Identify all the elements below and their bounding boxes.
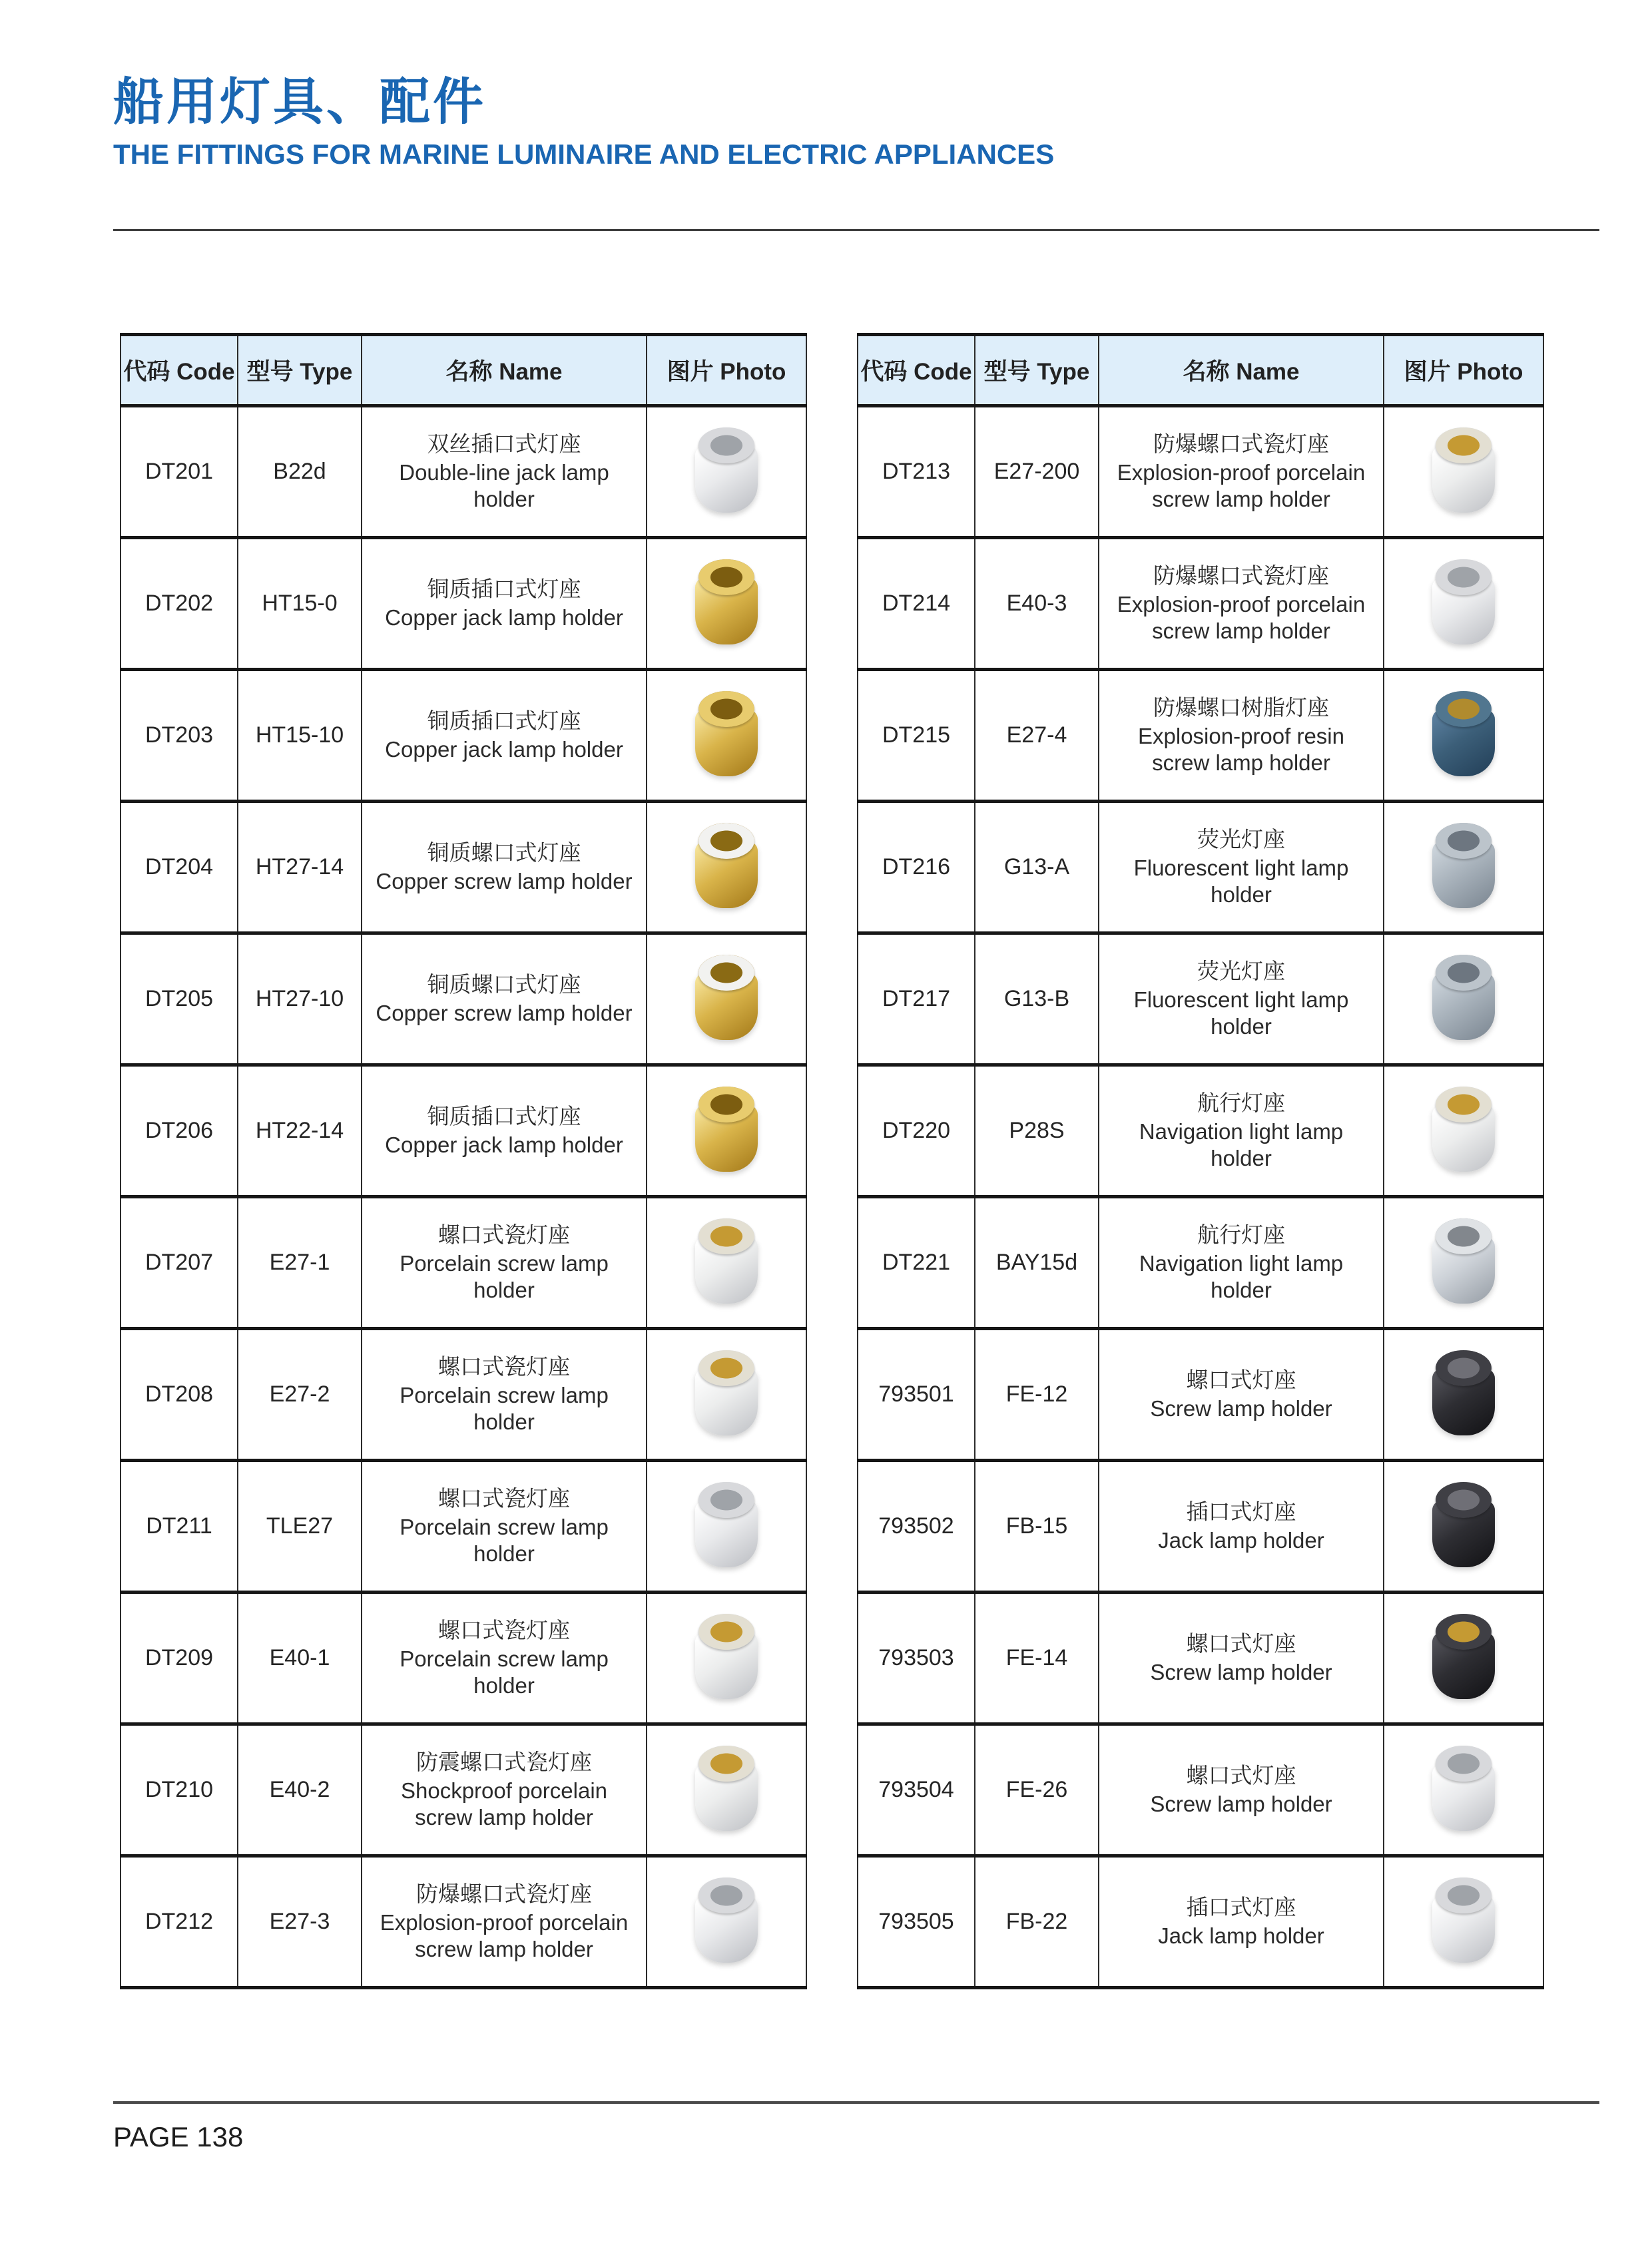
- type-cell: P28S: [975, 1065, 1099, 1197]
- code-cell: DT213: [858, 406, 975, 538]
- photo-cell: [1384, 1856, 1543, 1988]
- name-zh: 防震螺口式瓷灯座: [416, 1750, 592, 1774]
- type-cell: FE-14: [975, 1593, 1099, 1724]
- product-photo: [1414, 1609, 1514, 1708]
- product-photo: [677, 1081, 776, 1181]
- product-photo: [1414, 1345, 1514, 1445]
- photo-cell: [1384, 1065, 1543, 1197]
- name-cell: [362, 933, 647, 1065]
- table-row: [858, 406, 1543, 538]
- header-type: 型号 Type: [238, 335, 362, 406]
- product-photo: [1414, 1213, 1514, 1313]
- photo-cell: [647, 933, 806, 1065]
- name-cell: [1099, 1593, 1384, 1724]
- type-cell: HT15-0: [238, 538, 362, 670]
- name-cell: [1099, 538, 1384, 670]
- name-en: Copper screw lamp holder: [376, 869, 633, 893]
- name-cell: [362, 1065, 647, 1197]
- photo-opening: [1436, 427, 1492, 463]
- name-cell: [362, 1197, 647, 1329]
- product-photo: [1414, 686, 1514, 786]
- header-code: 代码 Code: [858, 335, 975, 406]
- table-row: [121, 1724, 806, 1856]
- product-photo: [1414, 818, 1514, 917]
- type-cell: E27-3: [238, 1856, 362, 1988]
- name-en: Screw lamp holder: [1150, 1660, 1332, 1684]
- photo-cell: [1384, 1329, 1543, 1461]
- photo-cell: [1384, 538, 1543, 670]
- code-cell: 793502: [858, 1461, 975, 1593]
- photo-cell: [647, 1461, 806, 1593]
- photo-cell: [647, 1856, 806, 1988]
- name-cell: [1099, 1329, 1384, 1461]
- photo-opening: [1436, 1218, 1492, 1254]
- catalog-table-right: [857, 333, 1544, 1989]
- name-zh: 荧光灯座: [1197, 959, 1285, 983]
- photo-opening: [698, 1218, 754, 1254]
- name-zh: 防爆螺口式瓷灯座: [1153, 563, 1329, 588]
- photo-cell: [647, 1724, 806, 1856]
- photo-cell: [647, 1329, 806, 1461]
- name-en: Explosion-proof resin screw lamp holder: [1138, 724, 1344, 775]
- photo-opening: [1436, 1877, 1492, 1913]
- code-cell: DT209: [121, 1593, 238, 1724]
- product-photo: [677, 949, 776, 1049]
- table-row: [858, 1065, 1543, 1197]
- name-cell: [1099, 1065, 1384, 1197]
- product-photo: [677, 1345, 776, 1445]
- product-photo: [1414, 1477, 1514, 1577]
- name-cell: [362, 406, 647, 538]
- photo-cell: [647, 1197, 806, 1329]
- table-row: [121, 1065, 806, 1197]
- photo-opening: [1436, 1350, 1492, 1386]
- photo-cell: [647, 802, 806, 933]
- name-en: Explosion-proof porcelain screw lamp holder: [1117, 460, 1366, 511]
- type-cell: B22d: [238, 406, 362, 538]
- name-zh: 铜质插口式灯座: [427, 577, 581, 601]
- header-code: 代码 Code: [121, 335, 238, 406]
- name-en: Porcelain screw lamp holder: [400, 1251, 609, 1302]
- photo-opening: [698, 955, 754, 991]
- header-photo: 图片 Photo: [1384, 335, 1543, 406]
- photo-opening: [1436, 691, 1492, 727]
- photo-cell: [647, 406, 806, 538]
- photo-opening: [1436, 1614, 1492, 1650]
- photo-cell: [1384, 1197, 1543, 1329]
- table-row: [121, 802, 806, 933]
- code-cell: DT202: [121, 538, 238, 670]
- name-cell: [362, 1724, 647, 1856]
- name-en: Copper screw lamp holder: [376, 1001, 633, 1025]
- table-row: [121, 406, 806, 538]
- product-photo: [677, 422, 776, 522]
- code-cell: DT210: [121, 1724, 238, 1856]
- photo-opening: [1436, 823, 1492, 859]
- product-photo: [677, 818, 776, 917]
- name-cell: [1099, 670, 1384, 802]
- table-row: [858, 933, 1543, 1065]
- name-en: Porcelain screw lamp holder: [400, 1515, 609, 1566]
- table-row: [121, 933, 806, 1065]
- table-header-row: [121, 335, 806, 406]
- code-cell: 793501: [858, 1329, 975, 1461]
- type-cell: E40-3: [975, 538, 1099, 670]
- name-zh: 航行灯座: [1197, 1222, 1285, 1247]
- page-number: PAGE 138: [113, 2121, 244, 2152]
- photo-cell: [647, 1593, 806, 1724]
- name-cell: [1099, 933, 1384, 1065]
- code-cell: DT221: [858, 1197, 975, 1329]
- product-photo: [677, 1213, 776, 1313]
- table-row: [121, 670, 806, 802]
- type-cell: BAY15d: [975, 1197, 1099, 1329]
- name-zh: 防爆螺口式瓷灯座: [1153, 431, 1329, 456]
- product-photo: [677, 1740, 776, 1840]
- photo-cell: [1384, 406, 1543, 538]
- name-en: Fluorescent light lamp holder: [1133, 987, 1349, 1039]
- name-cell: [1099, 1856, 1384, 1988]
- name-zh: 螺口式灯座: [1186, 1763, 1296, 1788]
- name-zh: 螺口式灯座: [1186, 1368, 1296, 1392]
- product-photo: [677, 1477, 776, 1577]
- photo-cell: [647, 1065, 806, 1197]
- code-cell: DT211: [121, 1461, 238, 1593]
- type-cell: E40-1: [238, 1593, 362, 1724]
- table-row: [858, 1329, 1543, 1461]
- name-cell: [362, 670, 647, 802]
- code-cell: DT207: [121, 1197, 238, 1329]
- name-en: Fluorescent light lamp holder: [1133, 856, 1349, 907]
- photo-opening: [698, 427, 754, 463]
- page-header: [113, 75, 1054, 170]
- product-photo: [1414, 1081, 1514, 1181]
- header-divider: [113, 229, 1599, 231]
- type-cell: G13-A: [975, 802, 1099, 933]
- table-row: [858, 1197, 1543, 1329]
- photo-opening: [698, 1350, 754, 1386]
- name-en: Shockproof porcelain screw lamp holder: [400, 1778, 608, 1830]
- photo-opening: [698, 1614, 754, 1650]
- name-en: Explosion-proof porcelain screw lamp holder: [1117, 592, 1366, 643]
- name-en: Copper jack lamp holder: [385, 1132, 623, 1157]
- name-zh: 铜质螺口式灯座: [427, 840, 581, 865]
- photo-opening: [1436, 1087, 1492, 1122]
- product-photo: [1414, 1740, 1514, 1840]
- name-zh: 螺口式瓷灯座: [438, 1618, 570, 1642]
- photo-opening: [1436, 1746, 1492, 1782]
- table-row: [121, 1856, 806, 1988]
- code-cell: 793505: [858, 1856, 975, 1988]
- code-cell: 793504: [858, 1724, 975, 1856]
- table-header-row: [858, 335, 1543, 406]
- photo-opening: [698, 559, 754, 595]
- type-cell: G13-B: [975, 933, 1099, 1065]
- name-en: Double-line jack lamp holder: [399, 460, 609, 511]
- type-cell: TLE27: [238, 1461, 362, 1593]
- name-cell: [362, 802, 647, 933]
- name-en: Screw lamp holder: [1150, 1792, 1332, 1816]
- code-cell: 793503: [858, 1593, 975, 1724]
- product-photo: [677, 686, 776, 786]
- code-cell: DT203: [121, 670, 238, 802]
- table-row: [121, 538, 806, 670]
- name-zh: 铜质插口式灯座: [427, 708, 581, 733]
- table-row: [858, 802, 1543, 933]
- name-en: Copper jack lamp holder: [385, 737, 623, 762]
- name-cell: [362, 1593, 647, 1724]
- photo-opening: [698, 691, 754, 727]
- photo-opening: [698, 1482, 754, 1518]
- photo-opening: [698, 1087, 754, 1122]
- table-row: [121, 1593, 806, 1724]
- header-name: 名称 Name: [1099, 335, 1384, 406]
- product-photo: [677, 1872, 776, 1972]
- name-en: Navigation light lamp holder: [1139, 1251, 1344, 1302]
- header-photo: 图片 Photo: [647, 335, 806, 406]
- footer-divider: [113, 2101, 1599, 2104]
- code-cell: DT215: [858, 670, 975, 802]
- name-cell: [362, 1461, 647, 1593]
- product-photo: [1414, 422, 1514, 522]
- name-zh: 防爆螺口式瓷灯座: [416, 1881, 592, 1906]
- photo-opening: [1436, 1482, 1492, 1518]
- name-zh: 铜质插口式灯座: [427, 1104, 581, 1128]
- name-zh: 螺口式瓷灯座: [438, 1354, 570, 1379]
- photo-opening: [698, 1746, 754, 1782]
- name-cell: [1099, 1724, 1384, 1856]
- table-row: [858, 538, 1543, 670]
- header-name: 名称 Name: [362, 335, 647, 406]
- photo-cell: [1384, 802, 1543, 933]
- name-en: Screw lamp holder: [1150, 1396, 1332, 1421]
- name-zh: 螺口式瓷灯座: [438, 1222, 570, 1247]
- name-cell: [1099, 406, 1384, 538]
- code-cell: DT217: [858, 933, 975, 1065]
- name-zh: 插口式灯座: [1186, 1895, 1296, 1919]
- name-cell: [362, 1856, 647, 1988]
- name-en: Explosion-proof porcelain screw lamp holder: [380, 1910, 629, 1961]
- table-row: [121, 1329, 806, 1461]
- name-zh: 插口式灯座: [1186, 1499, 1296, 1524]
- type-cell: FB-22: [975, 1856, 1099, 1988]
- product-photo: [1414, 554, 1514, 654]
- name-cell: [1099, 802, 1384, 933]
- name-zh: 防爆螺口树脂灯座: [1153, 695, 1329, 720]
- name-zh: 螺口式瓷灯座: [438, 1486, 570, 1511]
- code-cell: DT220: [858, 1065, 975, 1197]
- name-cell: [1099, 1461, 1384, 1593]
- code-cell: DT204: [121, 802, 238, 933]
- photo-cell: [1384, 670, 1543, 802]
- name-cell: [362, 1329, 647, 1461]
- table-row: [858, 1724, 1543, 1856]
- name-zh: 荧光灯座: [1197, 827, 1285, 852]
- type-cell: E27-1: [238, 1197, 362, 1329]
- photo-cell: [1384, 1724, 1543, 1856]
- type-cell: FE-12: [975, 1329, 1099, 1461]
- photo-opening: [698, 823, 754, 859]
- code-cell: DT214: [858, 538, 975, 670]
- table-row: [858, 1461, 1543, 1593]
- type-cell: E27-200: [975, 406, 1099, 538]
- header-type: 型号 Type: [975, 335, 1099, 406]
- name-zh: 螺口式灯座: [1186, 1631, 1296, 1656]
- name-en: Navigation light lamp holder: [1139, 1119, 1344, 1170]
- name-en: Porcelain screw lamp holder: [400, 1646, 609, 1698]
- code-cell: DT208: [121, 1329, 238, 1461]
- photo-cell: [1384, 1461, 1543, 1593]
- code-cell: DT206: [121, 1065, 238, 1197]
- name-cell: [1099, 1197, 1384, 1329]
- type-cell: E27-4: [975, 670, 1099, 802]
- type-cell: E27-2: [238, 1329, 362, 1461]
- name-en: Jack lamp holder: [1158, 1923, 1324, 1948]
- code-cell: DT205: [121, 933, 238, 1065]
- photo-opening: [1436, 955, 1492, 991]
- table-row: [858, 670, 1543, 802]
- photo-opening: [1436, 559, 1492, 595]
- table-row: [858, 1856, 1543, 1988]
- catalog-table-left: [120, 333, 807, 1989]
- catalog-tables: [120, 333, 1544, 1989]
- photo-cell: [1384, 1593, 1543, 1724]
- type-cell: HT27-14: [238, 802, 362, 933]
- product-photo: [1414, 1872, 1514, 1972]
- name-zh: 铜质螺口式灯座: [427, 972, 581, 997]
- type-cell: HT27-10: [238, 933, 362, 1065]
- type-cell: FB-15: [975, 1461, 1099, 1593]
- type-cell: E40-2: [238, 1724, 362, 1856]
- code-cell: DT216: [858, 802, 975, 933]
- product-photo: [1414, 949, 1514, 1049]
- name-en: Jack lamp holder: [1158, 1528, 1324, 1553]
- product-photo: [677, 1609, 776, 1708]
- photo-cell: [1384, 933, 1543, 1065]
- page-title: 船用灯具、配件: [113, 74, 486, 130]
- code-cell: DT201: [121, 406, 238, 538]
- code-cell: DT212: [121, 1856, 238, 1988]
- table-row: [121, 1197, 806, 1329]
- photo-cell: [647, 670, 806, 802]
- name-zh: 双丝插口式灯座: [427, 431, 581, 456]
- name-en: Copper jack lamp holder: [385, 605, 623, 630]
- page-subtitle: THE FITTINGS FOR MARINE LUMINAIRE AND ELECTRIC APPLIANCES: [113, 138, 1055, 170]
- name-cell: [362, 538, 647, 670]
- photo-cell: [647, 538, 806, 670]
- table-row: [858, 1593, 1543, 1724]
- name-zh: 航行灯座: [1197, 1091, 1285, 1115]
- photo-opening: [698, 1877, 754, 1913]
- product-photo: [677, 554, 776, 654]
- table-row: [121, 1461, 806, 1593]
- type-cell: FE-26: [975, 1724, 1099, 1856]
- type-cell: HT22-14: [238, 1065, 362, 1197]
- name-en: Porcelain screw lamp holder: [400, 1383, 609, 1434]
- type-cell: HT15-10: [238, 670, 362, 802]
